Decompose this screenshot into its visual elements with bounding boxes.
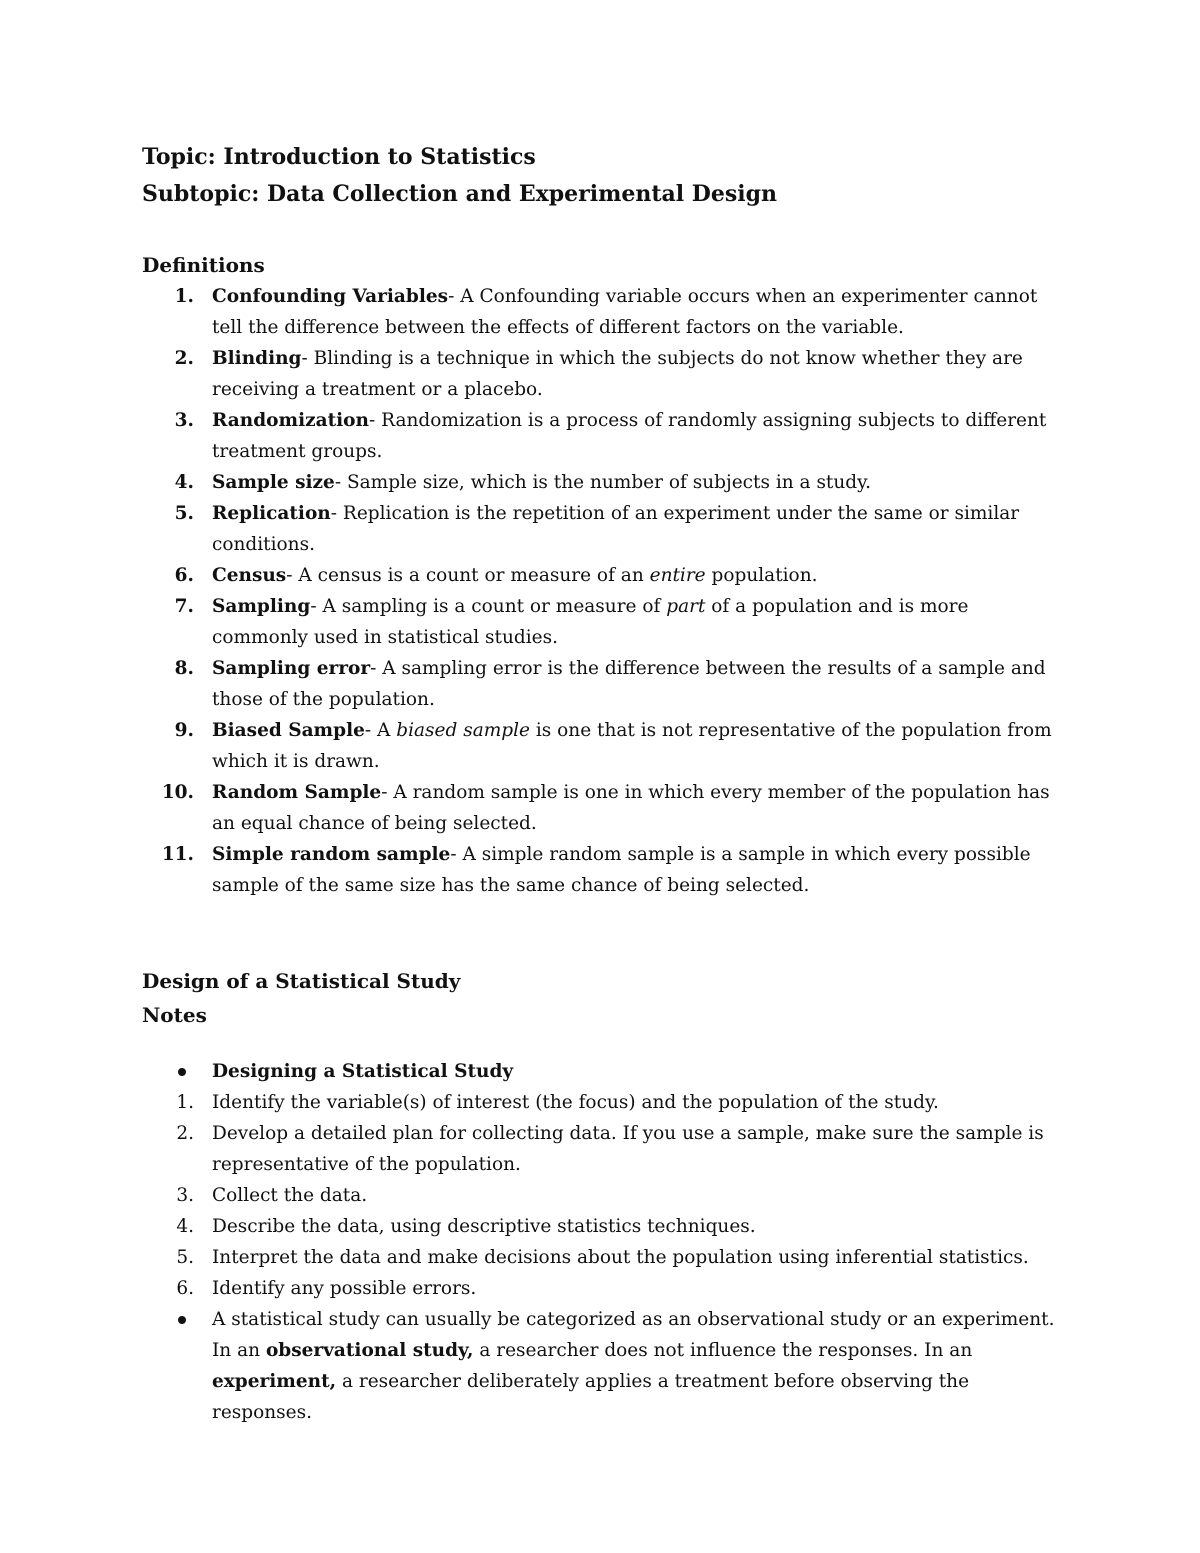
definition-number: 7.: [174, 596, 194, 617]
term-observational-study: observational study,: [265, 1340, 474, 1361]
definition-item: 5. Replication- Replication is the repetition of an experiment under the same or similar conditions.: [142, 498, 1062, 560]
step-item: [142, 1242, 1062, 1273]
definition-number: 5.: [174, 503, 194, 524]
step-text: Describe the data, using descriptive statistics techniques.: [212, 1216, 756, 1237]
term-experiment: experiment,: [212, 1371, 337, 1392]
bullet-item: A statistical study can usually be categorized as an observational study or an experiment. In an observational study, a researcher does not influence the responses. In an experiment, a researcher deliberately applies a treatment before observing the responses.: [142, 1304, 1062, 1428]
definition-item: 2. Blinding- Blinding is a technique in which the subjects do not know whether they are receiving a treatment or a placebo.: [142, 343, 1062, 405]
definition-term: Simple random sample: [212, 844, 451, 865]
step-text: Collect the data.: [212, 1185, 368, 1206]
step-text: Identify the variable(s) of interest (the focus) and the population of the study.: [212, 1092, 939, 1113]
definition-text: Replication is the repetition of an experiment under the same or similar conditions.: [212, 503, 1020, 555]
step-text: Develop a detailed plan for collecting data. If you use a sample, make sure the sample is representative of the population.: [212, 1123, 1044, 1175]
definition-number: 6.: [174, 565, 194, 586]
definition-text: A sampling error is the difference between the results of a sample and those of the population.: [212, 658, 1046, 710]
definitions-heading: Definitions: [142, 253, 265, 277]
definition-number: 4.: [174, 472, 194, 493]
definition-term: Random Sample: [212, 782, 382, 803]
notes-label: Notes: [142, 1003, 207, 1027]
step-number: 1.: [176, 1092, 194, 1113]
definition-item: 6. Census- A census is a count or measure of an entire population.: [142, 560, 1062, 591]
definition-term: Blinding: [212, 348, 302, 369]
definition-text: A random sample is one in which every member of the population has an equal chance of being selected.: [212, 782, 1050, 834]
definition-number: 2.: [174, 348, 194, 369]
definition-item: 8. Sampling error- A sampling error is the difference between the results of a sample and those of the population.: [142, 653, 1062, 715]
definition-item: 9. Biased Sample- A biased sample is one that is not representative of the population from which it is drawn.: [142, 715, 1062, 777]
definition-term: Confounding Variables: [212, 286, 449, 307]
definition-text: Sample size, which is the number of subjects in a study.: [346, 472, 872, 493]
definition-number: 8.: [174, 658, 194, 679]
definition-text: A Confounding variable occurs when an experimenter cannot tell the difference between the effects of different factors on the variable.: [212, 286, 1038, 338]
emphasis: entire: [649, 565, 706, 586]
definition-item: 10. Random Sample- A random sample is one in which every member of the population has an equal chance of being selected.: [142, 777, 1062, 839]
step-number: 5.: [176, 1247, 194, 1268]
definition-term: Biased Sample: [212, 720, 365, 741]
bullet-item: [142, 1056, 1062, 1087]
definition-number: 1.: [174, 286, 194, 307]
definition-term: Sampling error: [212, 658, 371, 679]
step-item: [142, 1087, 1062, 1118]
step-text: Identify any possible errors.: [212, 1278, 477, 1299]
step-number: 3.: [176, 1185, 194, 1206]
definition-term: Sampling: [212, 596, 311, 617]
step-number: 2.: [176, 1123, 194, 1144]
definition-number: 11.: [161, 844, 194, 865]
topic-title: Topic: Introduction to Statistics: [142, 144, 536, 170]
step-number: 4.: [176, 1216, 194, 1237]
definition-term: Randomization: [212, 410, 369, 431]
definition-number: 10.: [161, 782, 194, 803]
subtopic-title: Subtopic: Data Collection and Experimental Design: [142, 181, 777, 207]
definition-item: 11. Simple random sample- A simple random sample is a sample in which every possible sample of the same size has the same chance of being selected.: [142, 839, 1062, 901]
bullet-icon: [178, 1316, 186, 1324]
definitions-list: [142, 281, 1062, 901]
bullet-icon: [178, 1068, 186, 1076]
emphasis: biased sample: [396, 720, 530, 741]
definition-text: A simple random sample is a sample in which every possible sample of the same size has the same chance of being selected.: [212, 844, 1031, 896]
definition-number: 3.: [174, 410, 194, 431]
step-item: [142, 1211, 1062, 1242]
step-item: [142, 1118, 1062, 1180]
definition-term: Replication: [212, 503, 331, 524]
step-text: Interpret the data and make decisions about the population using inferential statistics.: [212, 1247, 1029, 1268]
definition-item: 1. Confounding Variables- A Confounding variable occurs when an experimenter cannot tell the difference between the effects of different factors on the variable.: [142, 281, 1062, 343]
emphasis: part: [666, 596, 706, 617]
definition-item: 7. Sampling- A sampling is a count or measure of part of a population and is more commonly used in statistical studies.: [142, 591, 1062, 653]
definition-item: 3. Randomization- Randomization is a process of randomly assigning subjects to different treatment groups.: [142, 405, 1062, 467]
definition-text: Randomization is a process of randomly assigning subjects to different treatment groups.: [212, 410, 1047, 462]
definition-term: Sample size: [212, 472, 335, 493]
design-notes-list: [142, 1056, 1062, 1428]
definition-term: Census: [212, 565, 287, 586]
definition-number: 9.: [174, 720, 194, 741]
step-item: [142, 1180, 1062, 1211]
design-heading: Design of a Statistical Study: [142, 969, 461, 993]
step-number: 6.: [176, 1278, 194, 1299]
step-item: [142, 1273, 1062, 1304]
definition-text: Blinding is a technique in which the subjects do not know whether they are receiving a treatment or a placebo.: [212, 348, 1023, 400]
definition-item: 4. Sample size- Sample size, which is the number of subjects in a study.: [142, 467, 1062, 498]
bullet-heading: Designing a Statistical Study: [212, 1061, 514, 1082]
